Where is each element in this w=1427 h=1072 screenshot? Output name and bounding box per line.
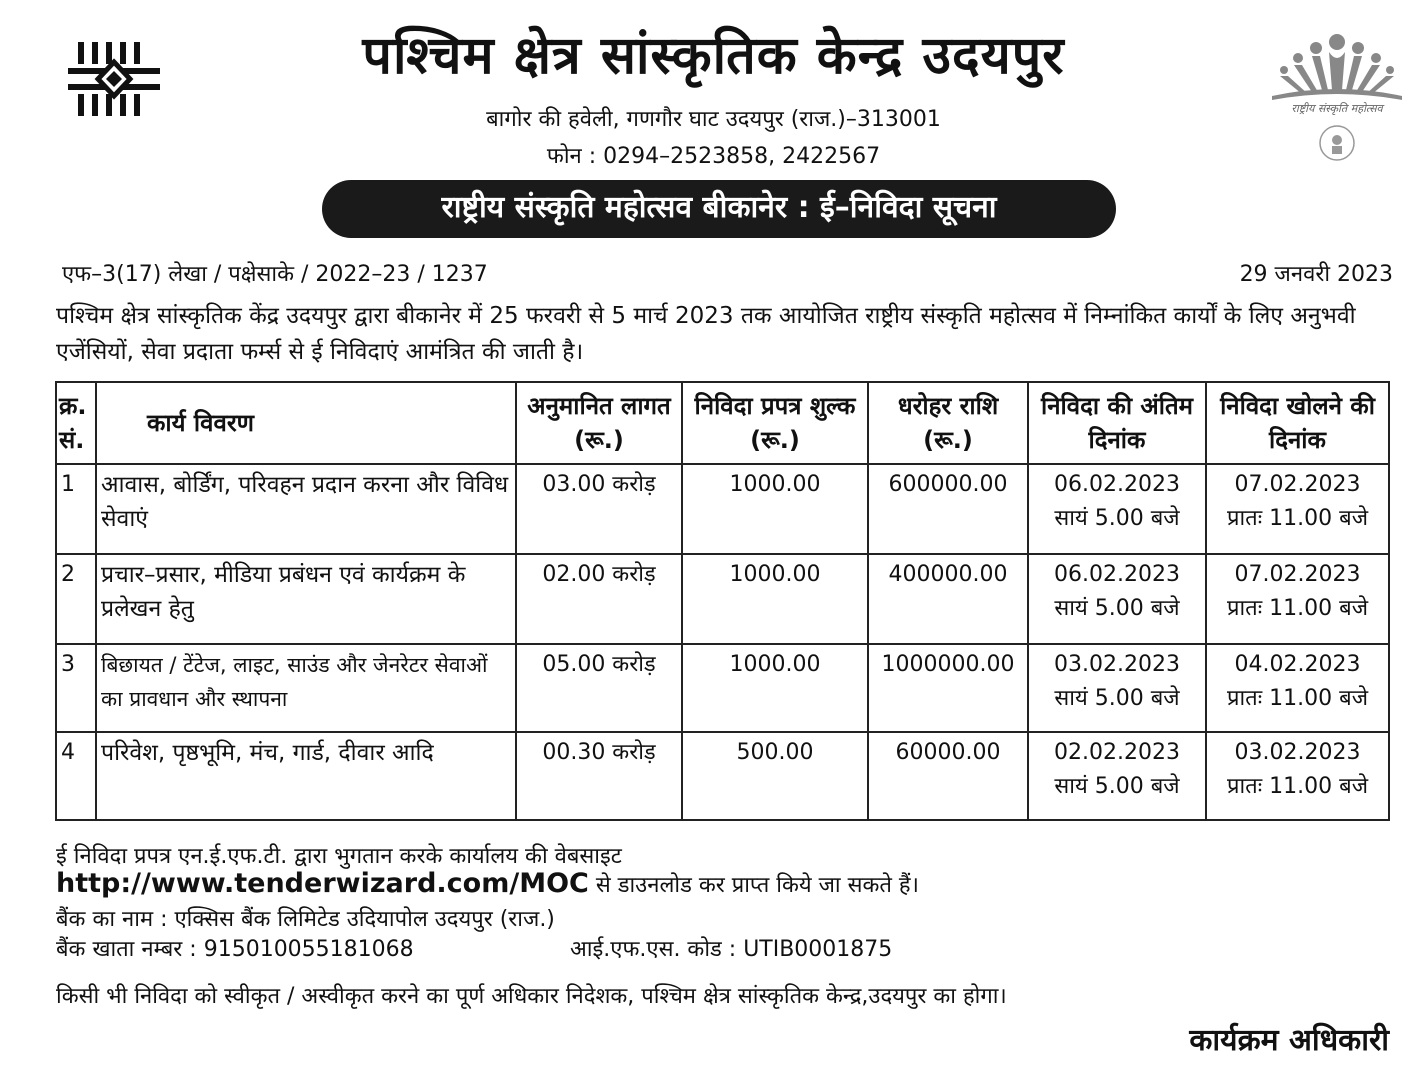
open-time: प्रातः 11.00 बजे bbox=[1226, 686, 1369, 711]
tender-website-link[interactable]: http://www.tenderwizard.com/MOC bbox=[56, 868, 589, 899]
header-cost: अनुमानित लागत (रू.) bbox=[516, 382, 682, 464]
row-last-date bbox=[1028, 464, 1206, 554]
table-header-row bbox=[56, 382, 1389, 464]
download-instruction: ई निविदा प्रपत्र एन.ई.एफ.टी. द्वारा भुगतान करके कार्यालय की वेबसाइट bbox=[56, 844, 622, 869]
last-date: 03.02.2023 bbox=[1054, 652, 1180, 677]
row-open-date bbox=[1206, 732, 1389, 820]
header-deposit: धरोहर राशि (रू.) bbox=[868, 382, 1028, 464]
header-work: कार्य विवरण bbox=[96, 382, 516, 464]
row-fee: 1000.00 bbox=[682, 464, 868, 554]
row-work: प्रचार–प्रसार, मीडिया प्रबंधन एवं कार्यक्रम के प्रलेखन हेतु bbox=[96, 554, 516, 644]
last-date: 06.02.2023 bbox=[1054, 562, 1180, 587]
row-work: आवास, बोर्डिंग, परिवहन प्रदान करना और विविध सेवाएं bbox=[96, 464, 516, 554]
last-time: सायं 5.00 बजे bbox=[1054, 596, 1180, 621]
festival-logo bbox=[1262, 30, 1412, 165]
last-date: 02.02.2023 bbox=[1054, 740, 1180, 765]
header-last-date: निविदा की अंतिम दिनांक bbox=[1028, 382, 1206, 464]
table-row bbox=[56, 644, 1389, 732]
rights-statement: किसी भी निविदा को स्वीकृत / अस्वीकृत करने का पूर्ण अधिकार निदेशक, पश्चिम क्षेत्र सांस्कृतिक केन्द्र,उदयपुर का होगा। bbox=[56, 984, 1007, 1009]
open-date: 07.02.2023 bbox=[1234, 562, 1361, 587]
row-open-date bbox=[1206, 464, 1389, 554]
row-deposit: 600000.00 bbox=[868, 464, 1028, 554]
reference-number: एफ–3(17) लेखा / पक्षेसाके / 2022–23 / 1237 bbox=[62, 262, 488, 287]
row-last-date bbox=[1028, 554, 1206, 644]
last-time: सायं 5.00 बजे bbox=[1054, 774, 1180, 799]
row-work: परिवेश, पृष्ठभूमि, मंच, गार्ड, दीवार आदि bbox=[96, 732, 516, 820]
row-work: बिछायत / टेंटेज, लाइट, साउंड और जेनरेटर सेवाओं का प्रावधान और स्थापना bbox=[96, 644, 516, 732]
notice-banner: राष्ट्रीय संस्कृति महोत्सव बीकानेर : ई–निविदा सूचना bbox=[322, 180, 1116, 238]
header-open-date: निविदा खोलने की दिनांक bbox=[1206, 382, 1389, 464]
last-time: सायं 5.00 बजे bbox=[1054, 686, 1180, 711]
open-date: 03.02.2023 bbox=[1234, 740, 1361, 765]
signatory: कार्यक्रम अधिकारी bbox=[1189, 1023, 1389, 1058]
row-fee: 1000.00 bbox=[682, 644, 868, 732]
account-number: 915010055181068 bbox=[203, 937, 414, 962]
download-suffix: से डाउनलोड कर प्राप्त किये जा सकते हैं। bbox=[588, 873, 919, 898]
row-deposit: 1000000.00 bbox=[868, 644, 1028, 732]
account-label: बैंक खाता नम्बर : bbox=[56, 937, 204, 962]
organization-title: पश्चिम क्षेत्र सांस्कृतिक केन्द्र उदयपुर bbox=[362, 26, 1065, 86]
notice-date: 29 जनवरी 2023 bbox=[1239, 262, 1393, 287]
wzcc-logo-icon bbox=[68, 40, 160, 118]
organization-address: बागोर की हवेली, गणगौर घाट उदयपुर (राज.)–313001 bbox=[486, 107, 941, 132]
table-row bbox=[56, 732, 1389, 820]
row-fee: 1000.00 bbox=[682, 554, 868, 644]
row-cost: 00.30 करोड़ bbox=[516, 732, 682, 820]
row-sno: 2 bbox=[56, 554, 96, 644]
row-sno: 3 bbox=[56, 644, 96, 732]
row-cost: 02.00 करोड़ bbox=[516, 554, 682, 644]
last-time: सायं 5.00 बजे bbox=[1054, 506, 1180, 531]
open-time: प्रातः 11.00 बजे bbox=[1226, 774, 1369, 799]
row-fee: 500.00 bbox=[682, 732, 868, 820]
row-cost: 05.00 करोड़ bbox=[516, 644, 682, 732]
ifsc-info bbox=[570, 933, 892, 963]
festival-emblem-icon bbox=[1262, 30, 1412, 165]
ifsc-label: आई.एफ.एस. कोड : bbox=[570, 937, 744, 962]
intro-paragraph: पश्चिम क्षेत्र सांस्कृतिक केंद्र उदयपुर द्वारा बीकानेर में 25 फरवरी से 5 मार्च 2023 तक आयोजित राष्ट्रीय संस्कृति महोत्सव में निम्नांकित कार्यों के लिए अनुभवी एजेंसियों, सेवा प्रदाता फर्म्स से ई निविदाएं आमंत्रित की जाती है। bbox=[56, 303, 1356, 365]
last-date: 06.02.2023 bbox=[1054, 472, 1180, 497]
open-time: प्रातः 11.00 बजे bbox=[1226, 506, 1369, 531]
bank-details bbox=[56, 933, 1056, 963]
header-sno: क्र. सं. bbox=[56, 382, 96, 464]
row-open-date bbox=[1206, 554, 1389, 644]
header-fee: निविदा प्रपत्र शुल्क (रू.) bbox=[682, 382, 868, 464]
row-open-date bbox=[1206, 644, 1389, 732]
table-row bbox=[56, 554, 1389, 644]
ifsc-code: UTIB0001875 bbox=[743, 937, 893, 962]
row-cost: 03.00 करोड़ bbox=[516, 464, 682, 554]
bank-name: बैंक का नाम : एक्सिस बैंक लिमिटेड उदियापोल उदयपुर (राज.) bbox=[56, 907, 555, 932]
row-last-date bbox=[1028, 732, 1206, 820]
row-deposit: 60000.00 bbox=[868, 732, 1028, 820]
open-time: प्रातः 11.00 बजे bbox=[1226, 596, 1369, 621]
row-sno: 1 bbox=[56, 464, 96, 554]
row-sno: 4 bbox=[56, 732, 96, 820]
tender-table bbox=[55, 381, 1390, 821]
organization-phone: फोन : 0294–2523858, 2422567 bbox=[546, 144, 881, 169]
table-row bbox=[56, 464, 1389, 554]
download-line bbox=[56, 868, 919, 899]
open-date: 07.02.2023 bbox=[1234, 472, 1361, 497]
festival-logo-text: राष्ट्रीय संस्कृति महोत्सव bbox=[1291, 102, 1383, 115]
row-last-date bbox=[1028, 644, 1206, 732]
row-deposit: 400000.00 bbox=[868, 554, 1028, 644]
open-date: 04.02.2023 bbox=[1234, 652, 1361, 677]
